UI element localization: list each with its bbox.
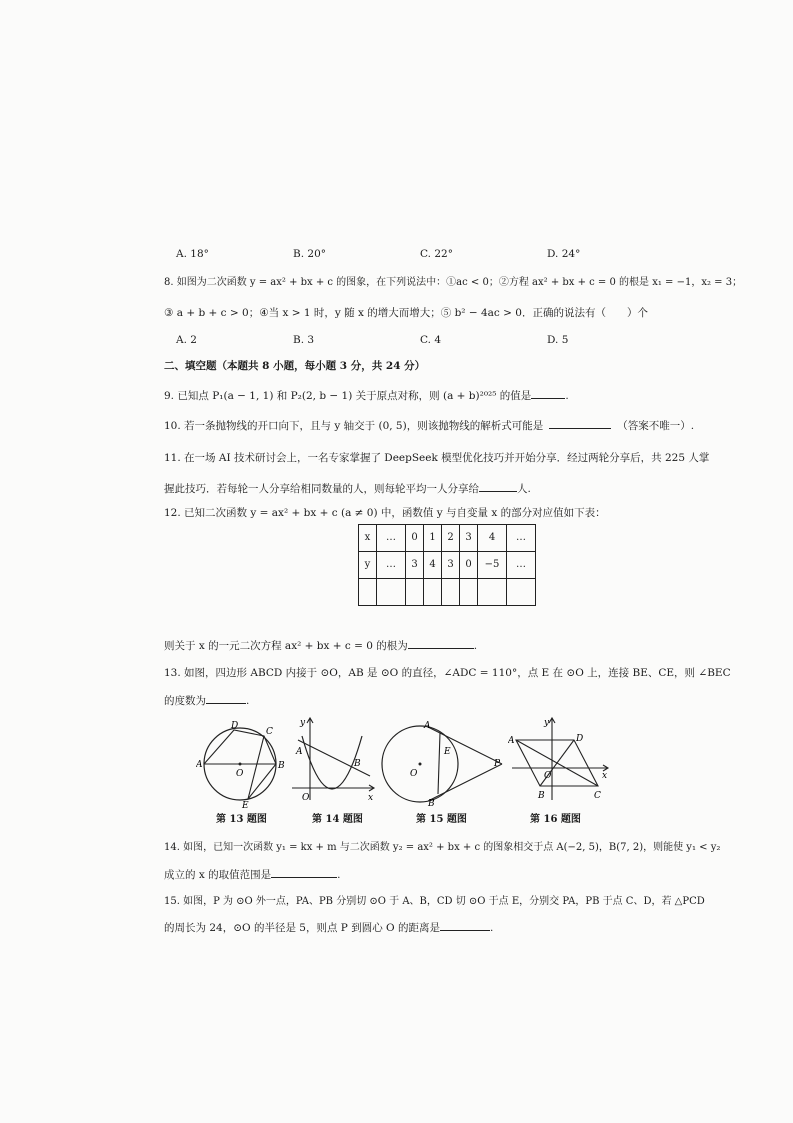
fig14-label-y: y	[300, 718, 306, 728]
q15-text: 的周长为 24，⊙O 的半径是 5，则点 P 到圆心 O 的距离是	[164, 922, 440, 934]
figure-16-caption: 第 16 题图	[530, 814, 581, 825]
q13-answer-blank[interactable]	[206, 693, 246, 704]
fig16-label-x: x	[602, 771, 608, 781]
q13-line2	[164, 693, 249, 708]
q11-end: 人.	[517, 483, 531, 495]
q15-answer-blank[interactable]	[440, 920, 490, 931]
fig13-label-d: D	[231, 721, 239, 731]
q8-line2: ③ a + b + c > 0；④当 x > 1 时，y 随 x 的增大而增大；⑤ b² − 4ac > 0．正确的说法有（ ）个	[164, 307, 648, 319]
table-row-x	[359, 525, 536, 552]
table-cell	[460, 579, 478, 606]
q8-option-d: D. 5	[547, 334, 569, 346]
q13-line1: 13. 如图，四边形 ABCD 内接于 ⊙O，AB 是 ⊙O 的直径，∠ADC = 110°，点 E 在 ⊙O 上，连接 BE、CE，则 ∠BEC	[164, 667, 731, 679]
table-cell	[406, 579, 424, 606]
fig16-label-y: y	[544, 718, 550, 728]
fig13-label-b: B	[278, 761, 285, 771]
table-cell: 0	[460, 552, 478, 579]
q12-text: 则关于 x 的一元二次方程 ax² + bx + c = 0 的根为	[164, 640, 408, 652]
fig15-label-a: A	[424, 721, 431, 731]
table-cell: 3	[460, 525, 478, 552]
q9	[164, 388, 569, 403]
q11-line1: 11. 在一场 AI 技术研讨会上，一名专家掌握了 DeepSeek 模型优化技巧并开始分享．经过两轮分享后，共 225 人掌	[164, 452, 710, 464]
q15-end: .	[489, 922, 494, 934]
q10	[164, 418, 694, 433]
table-cell: …	[507, 552, 536, 579]
table-cell: x	[359, 525, 377, 552]
fig15-label-o: O	[410, 769, 418, 779]
fig14-label-b: B	[354, 759, 361, 769]
q11-line2	[164, 481, 531, 496]
q12-answer-blank[interactable]	[408, 638, 474, 649]
q15-line1: 15. 如图，P 为 ⊙O 外一点，PA、PB 分别切 ⊙O 于 A、B，CD 切 ⊙O 于点 E，分别交 PA，PB 于点 C、D，若 △PCD	[164, 896, 705, 907]
q14-end: .	[337, 869, 341, 881]
q8-option-b: B. 3	[293, 334, 315, 346]
table-cell	[478, 579, 507, 606]
fig16-label-c: C	[594, 791, 601, 801]
table-cell: 1	[424, 525, 442, 552]
fig14-label-x: x	[368, 793, 374, 803]
table-cell	[424, 579, 442, 606]
q14-text: 成立的 x 的取值范围是	[164, 869, 272, 881]
q9-answer-blank[interactable]	[531, 388, 565, 399]
q10-answer-blank[interactable]	[549, 418, 611, 429]
figure-15	[380, 718, 508, 808]
q14-line2	[164, 867, 340, 882]
q15-line2	[164, 920, 493, 935]
table-cell: 0	[406, 525, 424, 552]
fig16-label-d: D	[576, 734, 584, 744]
figure-16	[508, 714, 616, 804]
table-cell: …	[507, 525, 536, 552]
fig15-label-e: E	[444, 747, 451, 757]
table-cell: …	[377, 552, 406, 579]
table-cell	[359, 579, 377, 606]
table-cell: 4	[424, 552, 442, 579]
q7-option-b: B. 20°	[293, 248, 327, 260]
fig13-label-c: C	[266, 727, 273, 737]
table-cell: −5	[478, 552, 507, 579]
figure-13-caption: 第 13 题图	[216, 814, 267, 825]
table-cell: …	[377, 525, 406, 552]
q7-option-a: A. 18°	[176, 248, 209, 260]
table-cell	[377, 579, 406, 606]
fig14-label-a: A	[296, 747, 303, 757]
table-row-empty	[359, 579, 536, 606]
q7-option-c: C. 22°	[420, 248, 453, 260]
q7-option-d: D. 24°	[547, 248, 581, 260]
fig16-label-a: A	[508, 736, 515, 746]
q12-line1: 12. 已知二次函数 y = ax² + bx + c (a ≠ 0) 中，函数值 y 与自变量 x 的部分对应值如下表：	[164, 507, 606, 519]
fig16-label-o: O	[544, 771, 552, 781]
q9-text: 9. 已知点 P₁(a − 1, 1) 和 P₂(2, b − 1) 关于原点对称，则 (a + b)²⁰²⁵ 的值是	[164, 390, 532, 402]
q10-text: 10. 若一条抛物线的开口向下，且与 y 轴交于 (0, 5)，则该抛物线的解析式可能是	[164, 420, 544, 432]
fig13-label-e: E	[242, 801, 249, 810]
fig16-label-b: B	[538, 791, 545, 801]
table-cell: y	[359, 552, 377, 579]
q12-line2	[164, 638, 477, 653]
fig15-label-p: P	[494, 759, 501, 769]
fig13-label-a: A	[196, 760, 203, 770]
table-cell: 3	[406, 552, 424, 579]
q14-answer-blank[interactable]	[271, 867, 337, 878]
q9-end: .	[565, 390, 569, 402]
fig14-label-o: O	[302, 793, 310, 803]
section-heading: 二、填空题（本题共 8 小题，每小题 3 分，共 24 分）	[164, 360, 426, 372]
fig15-label-b: B	[428, 799, 435, 808]
figure-14	[288, 714, 380, 804]
q8-line1: 8. 如图为二次函数 y = ax² + bx + c 的图象，在下列说法中：①ac < 0；②方程 ax² + bx + c = 0 的根是 x₁ = −1，x₂ = 3；	[164, 277, 743, 288]
table-row-y	[359, 552, 536, 579]
q14-line1: 14. 如图，已知一次函数 y₁ = kx + m 与二次函数 y₂ = ax² + bx + c 的图象相交于点 A(−2, 5)，B(7, 2)，则能使 y₁ < y₂	[164, 842, 721, 853]
table-cell	[507, 579, 536, 606]
figure-15-caption: 第 15 题图	[416, 814, 467, 825]
table-cell	[442, 579, 460, 606]
fig13-label-o: O	[236, 769, 244, 779]
table-cell: 2	[442, 525, 460, 552]
q13-text: 的度数为	[164, 695, 206, 707]
table-cell: 4	[478, 525, 507, 552]
q8-option-c: C. 4	[420, 334, 442, 346]
table-cell: 3	[442, 552, 460, 579]
q11-text: 握此技巧．若每轮一人分享给相同数量的人，则每轮平均一人分享给	[164, 483, 479, 495]
q10-end: （答案不唯一）.	[617, 420, 695, 432]
q12-end: .	[473, 640, 478, 652]
q13-end: .	[246, 695, 250, 707]
q8-option-a: A. 2	[176, 334, 197, 346]
q11-answer-blank[interactable]	[479, 481, 517, 492]
figure-14-caption: 第 14 题图	[312, 814, 363, 825]
figure-13	[196, 718, 286, 810]
q12-value-table	[358, 524, 536, 606]
